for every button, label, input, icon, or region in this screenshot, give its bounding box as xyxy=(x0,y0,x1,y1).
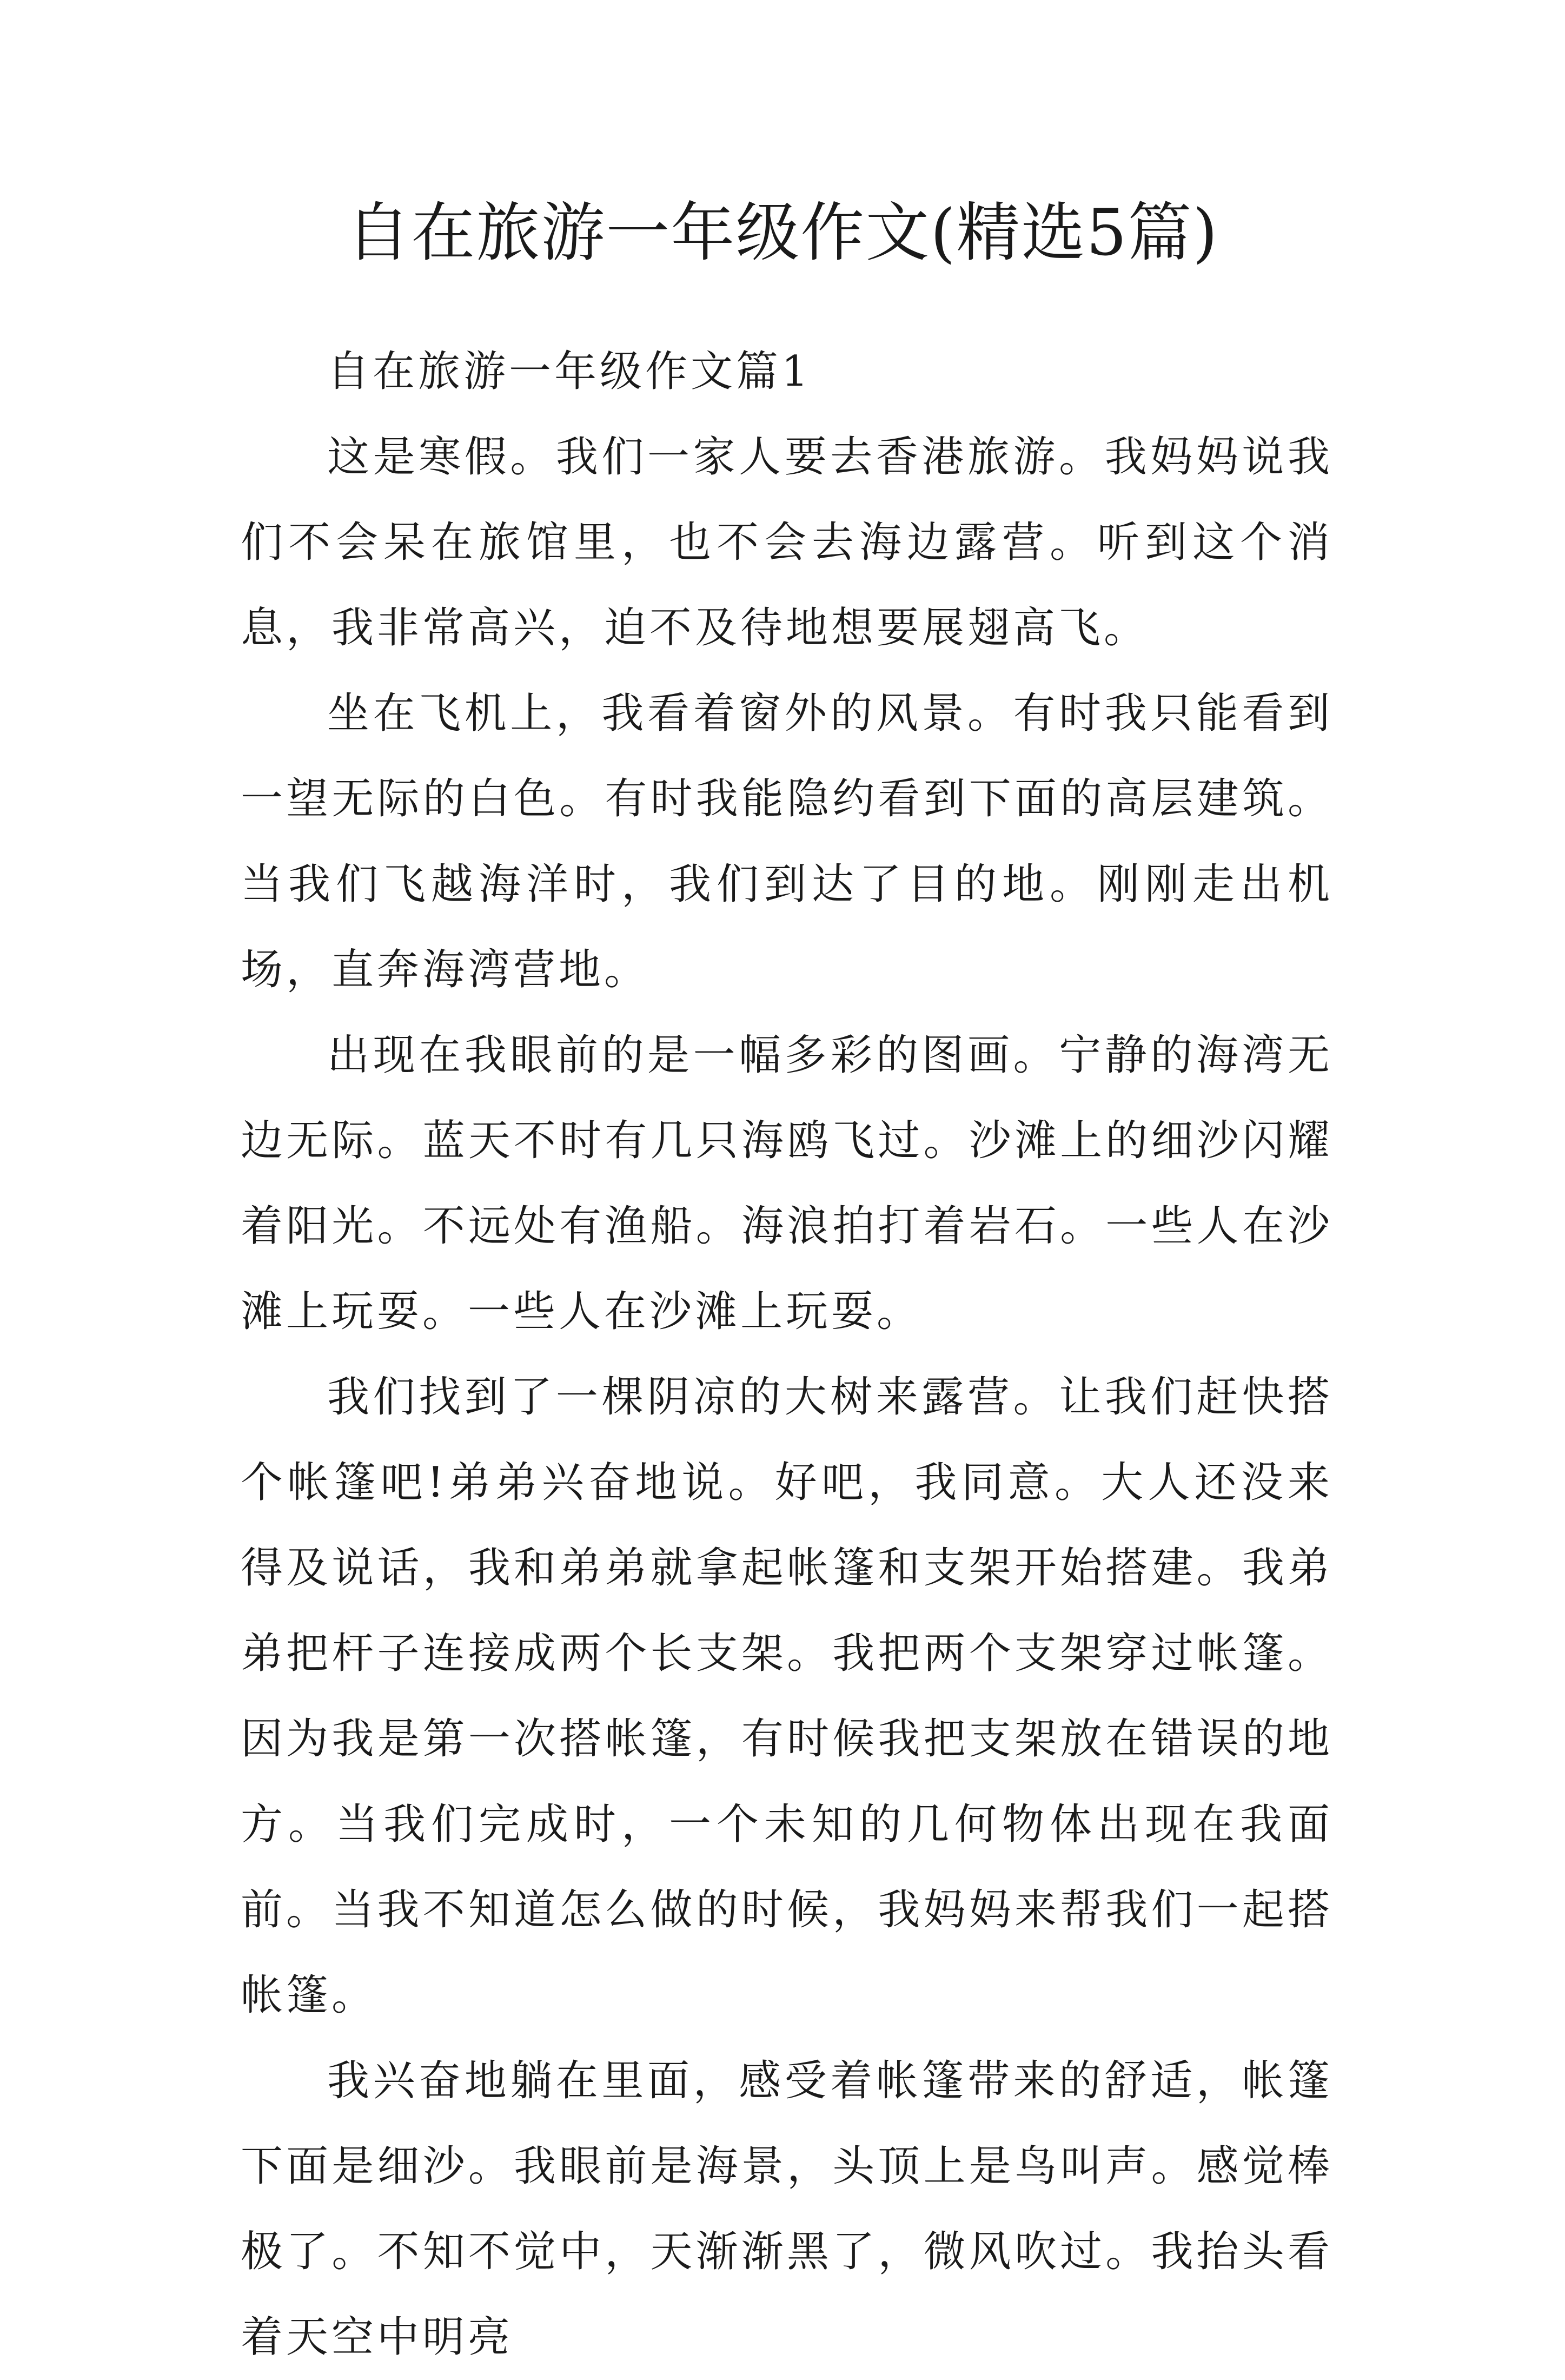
paragraph-3: 出现在我眼前的是一幅多彩的图画。宁静的海湾无边无际。蓝天不时有几只海鸥飞过。沙滩上的细沙闪耀着阳光。不远处有渔船。海浪拍打着岩石。一些人在沙滩上玩耍。一些人在沙滩上玩耍。 xyxy=(241,1031,1333,1336)
paragraph-4: 我们找到了一棵阴凉的大树来露营。让我们赶快搭个帐篷吧!弟弟兴奋地说。好吧，我同意。大人还没来得及说话，我和弟弟就拿起帐篷和支架开始搭建。我弟弟把杆子连接成两个长支架。我把两个支架穿过帐篷。因为我是第一次搭帐篷，有时候我把支架放在错误的地方。当我们完成时，一个未知的几何物体出现在我面前。当我不知道怎么做的时候，我妈妈来帮我们一起搭帐篷。 xyxy=(241,1373,1333,2020)
paragraph-1: 这是寒假。我们一家人要去香港旅游。我妈妈说我们不会呆在旅馆里，也不会去海边露营。听到这个消息，我非常高兴，迫不及待地想要展翅高飞。 xyxy=(241,433,1333,652)
section-heading: 自在旅游一年级作文篇1 xyxy=(327,347,812,396)
document-title: 自在旅游一年级作文(精选5篇) xyxy=(346,195,1219,270)
paragraph-5: 我兴奋地躺在里面，感受着帐篷带来的舒适，帐篷下面是细沙。我眼前是海景，头顶上是鸟叫声。感觉棒极了。不知不觉中，天渐渐黑了，微风吹过。我抬头看着天空中明亮 xyxy=(241,2057,1333,2362)
paragraph-2: 坐在飞机上，我看着窗外的风景。有时我只能看到一望无际的白色。有时我能隐约看到下面的高层建筑。当我们飞越海洋时，我们到达了目的地。刚刚走出机场，直奔海湾营地。 xyxy=(241,689,1333,994)
document-body xyxy=(241,329,1333,2380)
